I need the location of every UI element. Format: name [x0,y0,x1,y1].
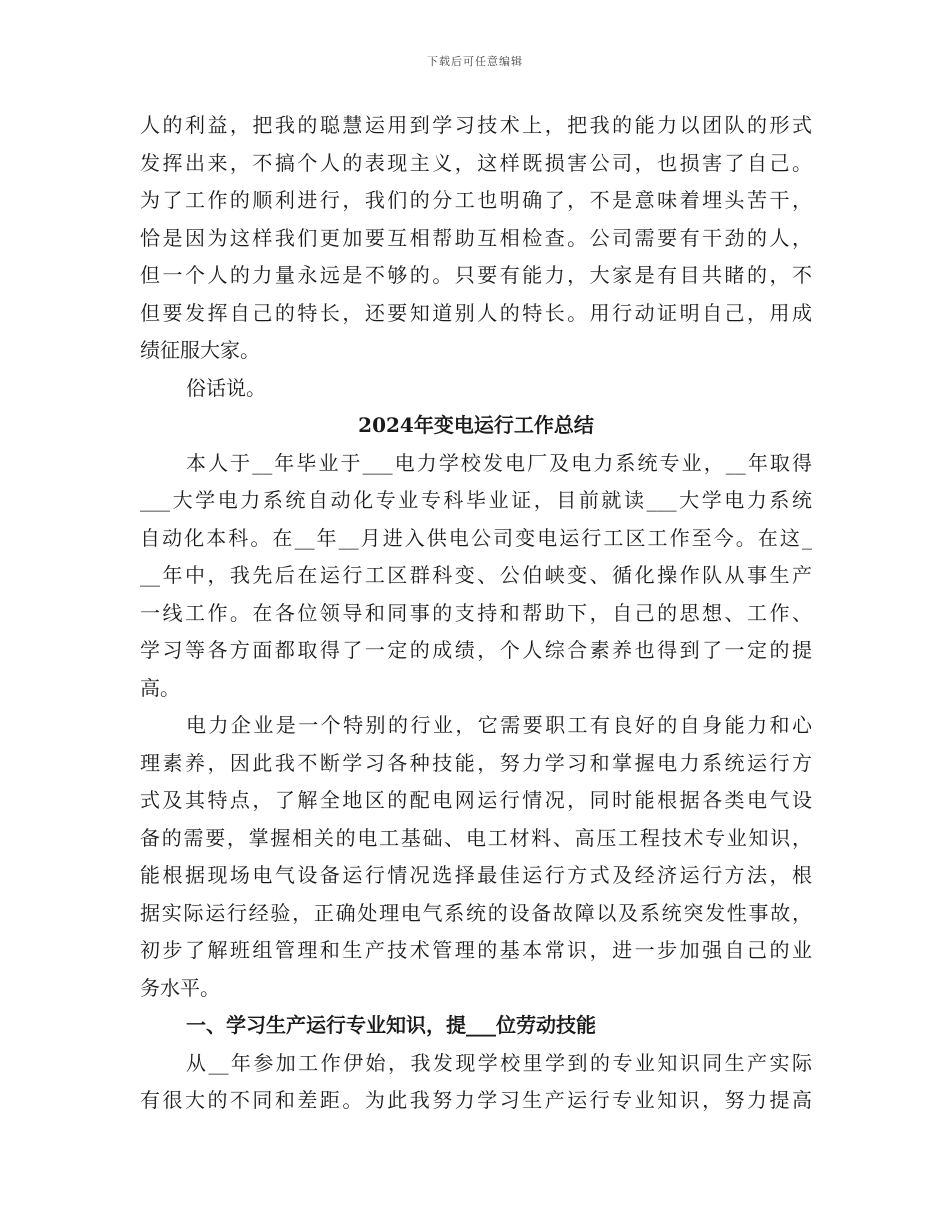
text-line: 式及其特点，了解全地区的配电网运行情况，同时能根据各类电气设 [140,788,812,812]
text-line: 高。 [140,675,180,700]
text-line: 但要发挥自己的特长，还要知道别人的特长。用行动证明自己，用成 [140,300,812,325]
text-line: 俗话说。 [186,375,266,400]
text-line: 学习等各方面都取得了一定的成绩，个人综合素养也得到了一定的提 [140,638,812,662]
text-line: 绩征服大家。 [140,338,260,362]
text-line: 人的利益，把我的聪慧运用到学习技术上，把我的能力以团队的形式 [140,113,812,137]
text-line: 电力企业是一个特别的行业，它需要职工有良好的自身能力和心 [186,713,812,737]
text-line: 理素养，因此我不断学习各种技能，努力学习和掌握电力系统运行方 [140,750,812,775]
text-line: ___大学电力系统自动化专业专科毕业证，目前就读___大学电力系统 [140,488,812,512]
text-line: __年中，我先后在运行工区群科变、公伯峡变、循化操作队从事生产 [140,563,812,587]
text-line: 为了工作的顺利进行，我们的分工也明确了，不是意味着埋头苦干， [140,188,812,212]
text-line: 但一个人的力量永远是不够的。只要有能力，大家是有目共睹的，不 [140,263,812,287]
document-title: 2024年变电运行工作总结 [358,413,594,437]
section-heading: 一、学习生产运行专业知识，提___位劳动技能 [186,1013,596,1037]
text-line: 从__年参加工作伊始，我发现学校里学到的专业知识同生产实际 [186,1050,812,1075]
text-line: 据实际运行经验，正确处理电气系统的设备故障以及系统突发性事故， [140,900,812,925]
text-line: 有很大的不同和差距。为此我努力学习生产运行专业知识，努力提高 [140,1088,812,1112]
text-line: 本人于__年毕业于___电力学校发电厂及电力系统专业，__年取得 [186,450,812,475]
text-line: 务水平。 [140,975,220,1000]
text-line: 备的需要，掌握相关的电工基础、电工材料、高压工程技术专业知识， [140,825,812,850]
text-line: 发挥出来，不搞个人的表现主义，这样既损害公司，也损害了自己。 [140,150,812,175]
text-line: 能根据现场电气设备运行情况选择最佳运行方式及经济运行方法，根 [140,863,812,887]
text-line: 一线工作。在各位领导和同事的支持和帮助下，自己的思想、工作、 [140,600,812,625]
page-header: 下载后可任意编辑 [427,55,523,68]
document-body [140,107,812,1120]
text-line: 恰是因为这样我们更加要互相帮助互相检查。公司需要有干劲的人， [140,225,812,250]
text-line: 初步了解班组管理和生产技术管理的基本常识，进一步加强自己的业 [140,938,812,962]
text-line: 自动化本科。在__年__月进入供电公司变电运行工区工作至今。在这_ [140,525,812,550]
